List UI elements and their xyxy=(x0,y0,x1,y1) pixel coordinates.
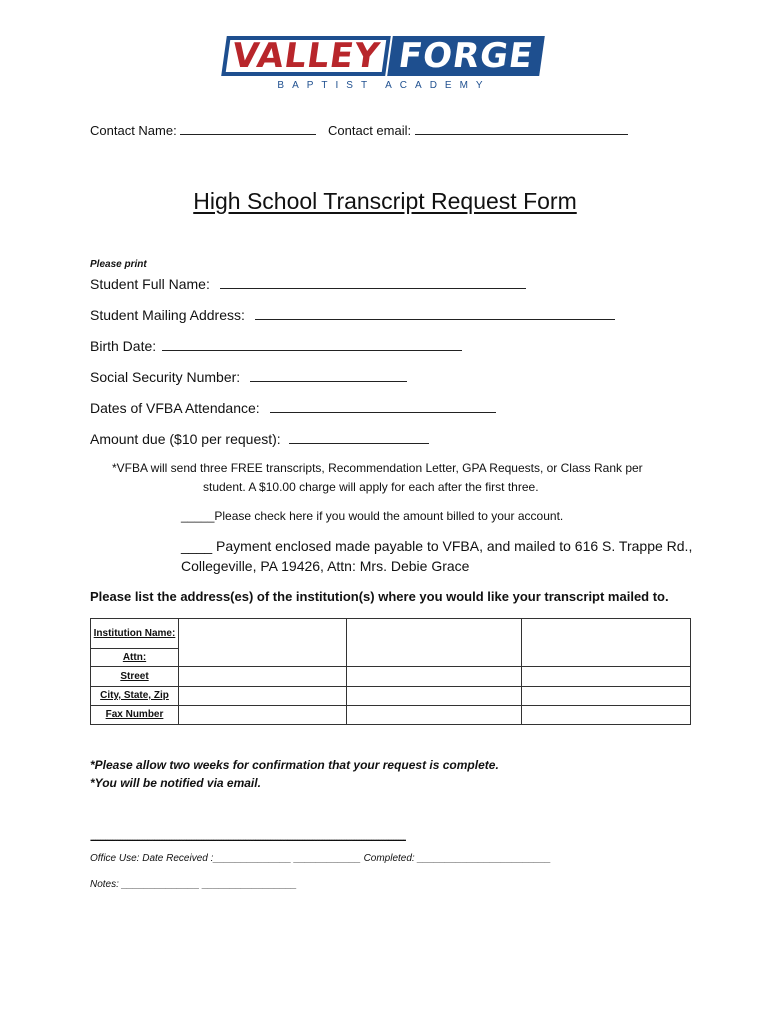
contact-name-row xyxy=(90,123,316,138)
mailing-address-label: Student Mailing Address: xyxy=(90,307,245,323)
amount-due-row xyxy=(90,431,429,447)
ssn-label: Social Security Number: xyxy=(90,369,241,385)
table-cell[interactable] xyxy=(347,687,522,706)
table-cell[interactable] xyxy=(179,687,347,706)
student-name-label: Student Full Name: xyxy=(90,276,210,292)
office-use-separator: -------------------------------------------------------------------------------------------------------------------------------- xyxy=(90,834,406,846)
notes-label: Notes: xyxy=(90,879,119,890)
attendance-label: Dates of VFBA Attendance: xyxy=(90,400,260,416)
completed-field[interactable]: ________________________ xyxy=(417,853,551,864)
enclosed-checkbox-blank[interactable]: ____ xyxy=(181,538,213,554)
free-transcripts-notice-line1: *VFBA will send three FREE transcripts, Recommendation Letter, GPA Requests, or Class Rank per xyxy=(112,461,643,475)
page-title: High School Transcript Request Form xyxy=(193,188,577,214)
table-cell[interactable] xyxy=(347,619,522,667)
attendance-row xyxy=(90,400,496,416)
fax-number-label: Fax Number xyxy=(91,706,179,725)
table-cell[interactable] xyxy=(522,706,691,725)
please-print-note: Please print xyxy=(90,259,147,270)
two-weeks-note: *Please allow two weeks for confirmation that your request is complete. xyxy=(90,758,499,772)
institutions-table xyxy=(90,618,691,725)
table-cell[interactable] xyxy=(179,667,347,687)
attendance-field[interactable] xyxy=(270,411,496,413)
school-logo xyxy=(224,36,542,94)
enclosed-option[interactable] xyxy=(181,538,692,554)
completed-label: Completed: xyxy=(363,853,415,864)
date-received-label: Office Use: Date Received : xyxy=(90,853,214,864)
notes-row xyxy=(90,879,297,890)
enclosed-option-label: Payment enclosed made payable to VFBA, and mailed to 616 S. Trappe Rd., xyxy=(216,538,693,554)
table-cell[interactable] xyxy=(347,706,522,725)
email-notification-note: *You will be notified via email. xyxy=(90,776,261,790)
notes-field[interactable]: ______________ _________________ xyxy=(121,879,297,890)
institution-name-label: Institution Name: xyxy=(91,619,179,649)
contact-email-field[interactable] xyxy=(415,133,628,135)
enclosed-option-address: Collegeville, PA 19426, Attn: Mrs. Debie Grace xyxy=(181,558,470,574)
logo-word-valley: VALLEY xyxy=(221,36,391,76)
amount-due-label: Amount due ($10 per request): xyxy=(90,431,281,447)
ssn-field[interactable] xyxy=(250,380,407,382)
mailing-address-field[interactable] xyxy=(255,318,615,320)
date-received-field[interactable]: ______________ ____________ xyxy=(213,853,361,864)
table-cell[interactable] xyxy=(522,667,691,687)
birth-date-label: Birth Date: xyxy=(90,338,157,354)
table-cell[interactable] xyxy=(179,706,347,725)
table-row xyxy=(91,619,691,649)
ssn-row xyxy=(90,369,407,385)
table-row xyxy=(91,667,691,687)
table-cell[interactable] xyxy=(347,667,522,687)
student-name-row xyxy=(90,276,526,292)
amount-due-field[interactable] xyxy=(289,442,429,444)
city-state-zip-label: City, State, Zip xyxy=(91,687,179,706)
free-transcripts-notice-line2: student. A $10.00 charge will apply for each after the first three. xyxy=(203,480,539,494)
billed-option-label: Please check here if you would the amount billed to your account. xyxy=(214,509,564,523)
birth-date-row xyxy=(90,338,462,354)
billed-checkbox-blank[interactable]: _____ xyxy=(181,509,215,523)
table-row xyxy=(91,687,691,706)
student-name-field[interactable] xyxy=(220,287,526,289)
street-label: Street xyxy=(91,667,179,687)
contact-email-row xyxy=(328,123,628,138)
attn-label: Attn: xyxy=(91,649,179,667)
contact-name-label: Contact Name: xyxy=(90,123,177,138)
table-row xyxy=(91,706,691,725)
mailing-address-row xyxy=(90,307,615,323)
table-cell[interactable] xyxy=(179,619,347,667)
institutions-heading: Please list the address(es) of the institution(s) where you would like your transcript mailed to. xyxy=(90,589,669,604)
table-cell[interactable] xyxy=(522,619,691,667)
logo-word-forge: FORGE xyxy=(387,36,545,76)
table-cell[interactable] xyxy=(522,687,691,706)
contact-name-field[interactable] xyxy=(180,133,316,135)
contact-email-label: Contact email: xyxy=(328,123,412,138)
billed-option[interactable] xyxy=(181,509,563,523)
logo-subtitle: BAPTIST ACADEMY xyxy=(277,80,491,91)
birth-date-field[interactable] xyxy=(162,349,462,351)
office-use-row xyxy=(90,853,551,864)
